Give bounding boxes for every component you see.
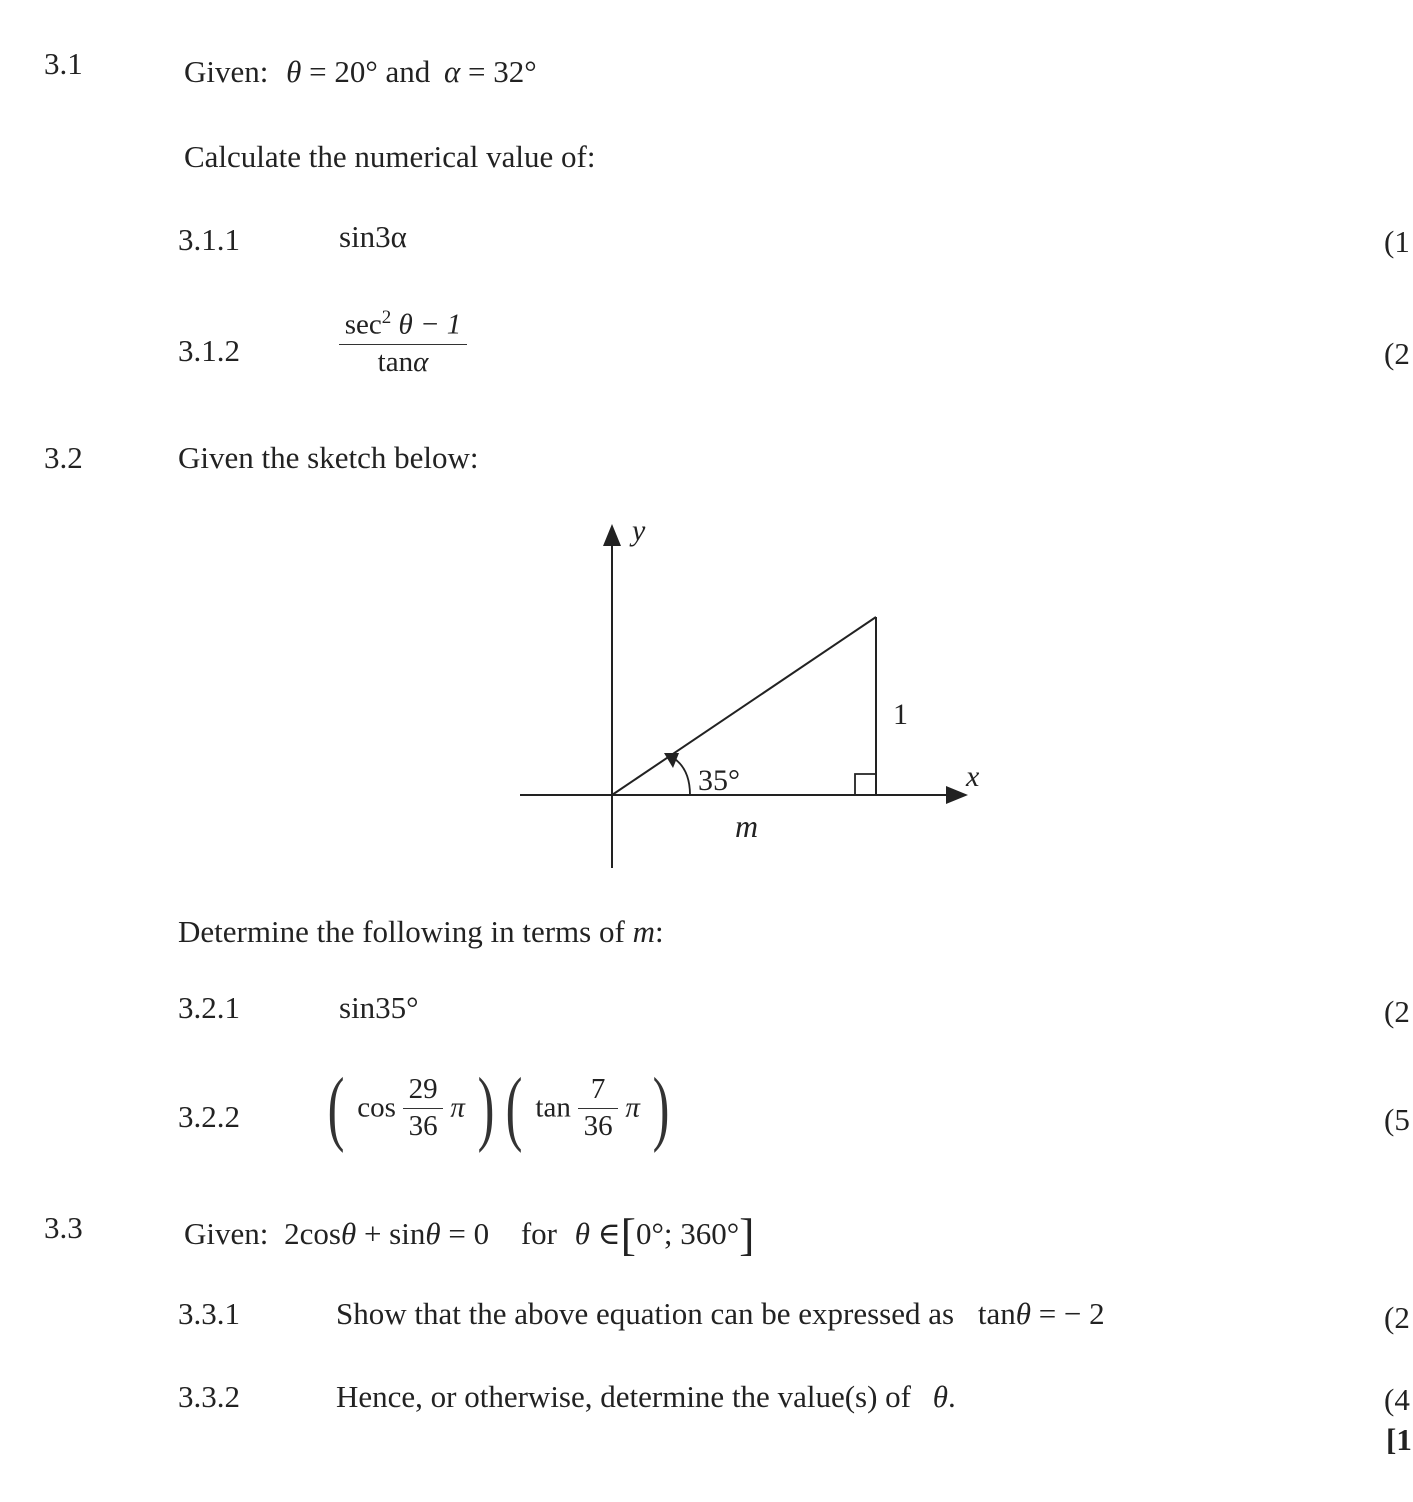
- question-3-2-1-expression: sin35°: [339, 990, 419, 1025]
- question-3-1-2-number: 3.1.2: [178, 333, 240, 368]
- question-3-1-number: 3.1: [44, 46, 83, 81]
- question-3-2-2-marks: (5: [1384, 1102, 1410, 1137]
- question-3-2-1-number: 3.2.1: [178, 990, 240, 1025]
- question-3-total-marks: [1: [1386, 1422, 1412, 1457]
- angle-label: 35°: [698, 764, 740, 797]
- fraction-numerator: $\sec^2 \theta - 1$: [344, 307, 462, 341]
- question-3-1-given: [184, 56, 537, 87]
- x-axis-label: x: [966, 760, 980, 793]
- alpha-value: = 32°: [468, 54, 537, 89]
- question-3-3-2-text: Hence, or otherwise, determine the value(s) of θ.: [336, 1379, 956, 1414]
- question-3-1-2-fraction: [339, 308, 467, 378]
- question-3-1-1-marks: (1: [1384, 224, 1410, 259]
- question-3-2-number: 3.2: [44, 440, 83, 475]
- question-3-2-2-expression: ( cos $\frac{29}{36}$ π ) ( tan $\frac{7}{36}$ π ): [327, 1061, 670, 1154]
- base-label: m: [735, 808, 759, 844]
- theta-value: = 20° and: [309, 54, 431, 89]
- question-3-1-1-expression: sin3α: [339, 219, 407, 254]
- fraction-denominator: tanα: [377, 345, 429, 378]
- question-3-3-1-number: 3.3.1: [178, 1296, 240, 1331]
- question-3-1-instruction: Calculate the numerical value of:: [184, 139, 596, 174]
- given-prefix: Given:: [184, 54, 269, 89]
- question-3-1-1-number: 3.1.1: [178, 222, 240, 257]
- question-3-3-1-marks: (2: [1384, 1300, 1410, 1335]
- side-label: 1: [893, 698, 908, 731]
- question-3-3-given: Given: 2cosθ + sinθ = 0 for θ ∈[0°; 360°]: [184, 1209, 755, 1260]
- question-3-1-2-marks: (2: [1384, 336, 1410, 371]
- question-3-2-intro: Given the sketch below:: [178, 440, 479, 475]
- right-angle-marker: [855, 774, 876, 795]
- question-3-3-number: 3.3: [44, 1210, 83, 1245]
- y-axis-label: y: [632, 514, 646, 547]
- alpha-symbol: α: [444, 54, 461, 89]
- fraction-bar: [339, 344, 467, 345]
- hypotenuse: [612, 617, 876, 795]
- question-3-2-2-number: 3.2.2: [178, 1099, 240, 1134]
- x-axis-arrow-icon: [946, 786, 968, 804]
- triangle-sketch: [0, 500, 1413, 900]
- question-3-3-2-marks: (4: [1384, 1382, 1410, 1417]
- question-3-3-2-number: 3.3.2: [178, 1379, 240, 1414]
- question-3-2-1-marks: (2: [1384, 994, 1410, 1029]
- question-3-2-instruction: Determine the following in terms of m:: [178, 914, 664, 949]
- y-axis-arrow-icon: [603, 524, 621, 546]
- theta-symbol: θ: [286, 54, 302, 89]
- question-3-3-1-text: Show that the above equation can be expressed as tanθ = − 2: [336, 1296, 1105, 1331]
